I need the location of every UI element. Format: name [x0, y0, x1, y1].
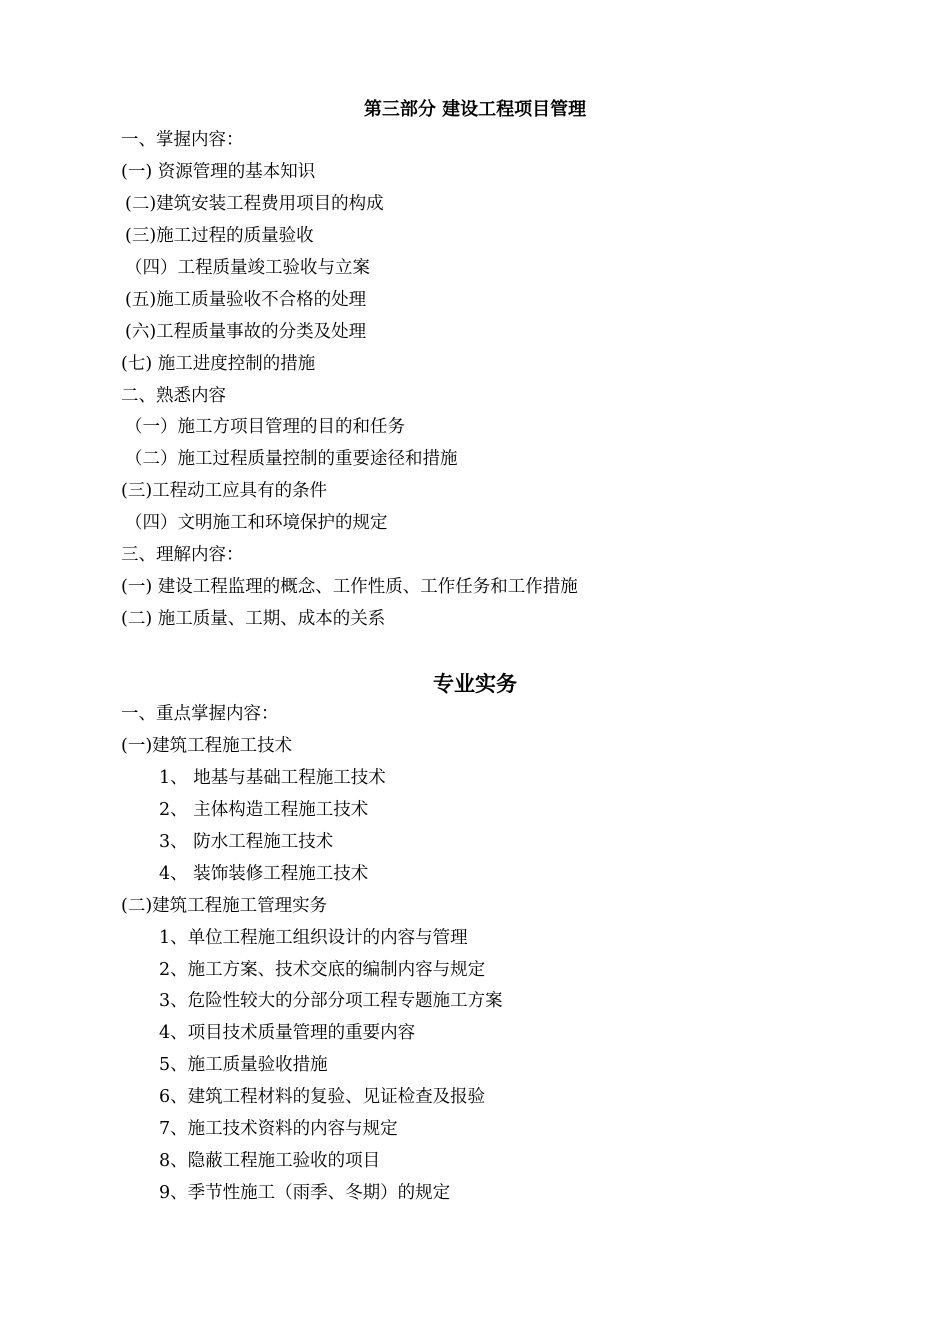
outline-subitem: 1、 地基与基础工程施工技术 — [159, 767, 386, 788]
outline-subitem: 2、施工方案、技术交底的编制内容与规定 — [159, 959, 486, 980]
outline-subitem: 3、 防水工程施工技术 — [159, 831, 334, 852]
outline-subitem: 3、危险性较大的分部分项工程专题施工方案 — [159, 991, 503, 1012]
outline-item: (一) 建设工程监理的概念、工作性质、工作任务和工作措施 — [121, 577, 578, 598]
outline-subitem: 9、季节性施工（雨季、冬期）的规定 — [159, 1183, 451, 1204]
outline-heading: 一、掌握内容： — [121, 130, 244, 150]
outline-subitem: 5、施工质量验收措施 — [159, 1055, 328, 1076]
section-title-professional-practice: 专业实务 — [433, 672, 517, 696]
section-title-project-management: 第三部分 建设工程项目管理 — [363, 99, 587, 120]
outline-heading: 三、理解内容： — [121, 545, 244, 566]
outline-item: (一) 资源管理的基本知识 — [121, 161, 316, 182]
project-management-outline — [121, 125, 921, 636]
outline-subitem: 1、单位工程施工组织设计的内容与管理 — [159, 927, 468, 948]
outline-item: (二)建筑安装工程费用项目的构成 — [125, 193, 384, 214]
outline-item: (二) 施工质量、工期、成本的关系 — [121, 609, 386, 630]
outline-item: (五)施工质量验收不合格的处理 — [125, 289, 367, 310]
outline-item: (二)建筑工程施工管理实务 — [121, 895, 328, 916]
outline-item: （二）施工过程质量控制的重要途径和措施 — [125, 449, 458, 470]
outline-subitem: 6、建筑工程材料的复验、见证检查及报验 — [159, 1087, 486, 1108]
outline-subitem: 4、项目技术质量管理的重要内容 — [159, 1023, 416, 1044]
outline-item: (七) 施工进度控制的措施 — [121, 353, 316, 374]
outline-item: （四）文明施工和环境保护的规定 — [125, 513, 388, 534]
outline-subitem: 7、施工技术资料的内容与规定 — [159, 1119, 398, 1140]
outline-item: （四）工程质量竣工验收与立案 — [125, 257, 370, 278]
outline-heading: 二、熟悉内容 — [121, 385, 226, 406]
outline-item: (三)施工过程的质量验收 — [125, 225, 314, 246]
outline-item: (三)工程动工应具有的条件 — [121, 481, 328, 502]
outline-subitem: 8、隐蔽工程施工验收的项目 — [159, 1151, 381, 1172]
outline-item: (一)建筑工程施工技术 — [121, 735, 293, 756]
outline-subitem: 2、 主体构造工程施工技术 — [159, 799, 369, 820]
professional-practice-outline — [121, 699, 921, 1210]
outline-subitem: 4、 装饰装修工程施工技术 — [159, 863, 369, 884]
outline-heading: 一、重点掌握内容： — [121, 704, 279, 724]
outline-item: (六)工程质量事故的分类及处理 — [125, 321, 367, 342]
outline-item: （一）施工方项目管理的目的和任务 — [125, 417, 405, 438]
